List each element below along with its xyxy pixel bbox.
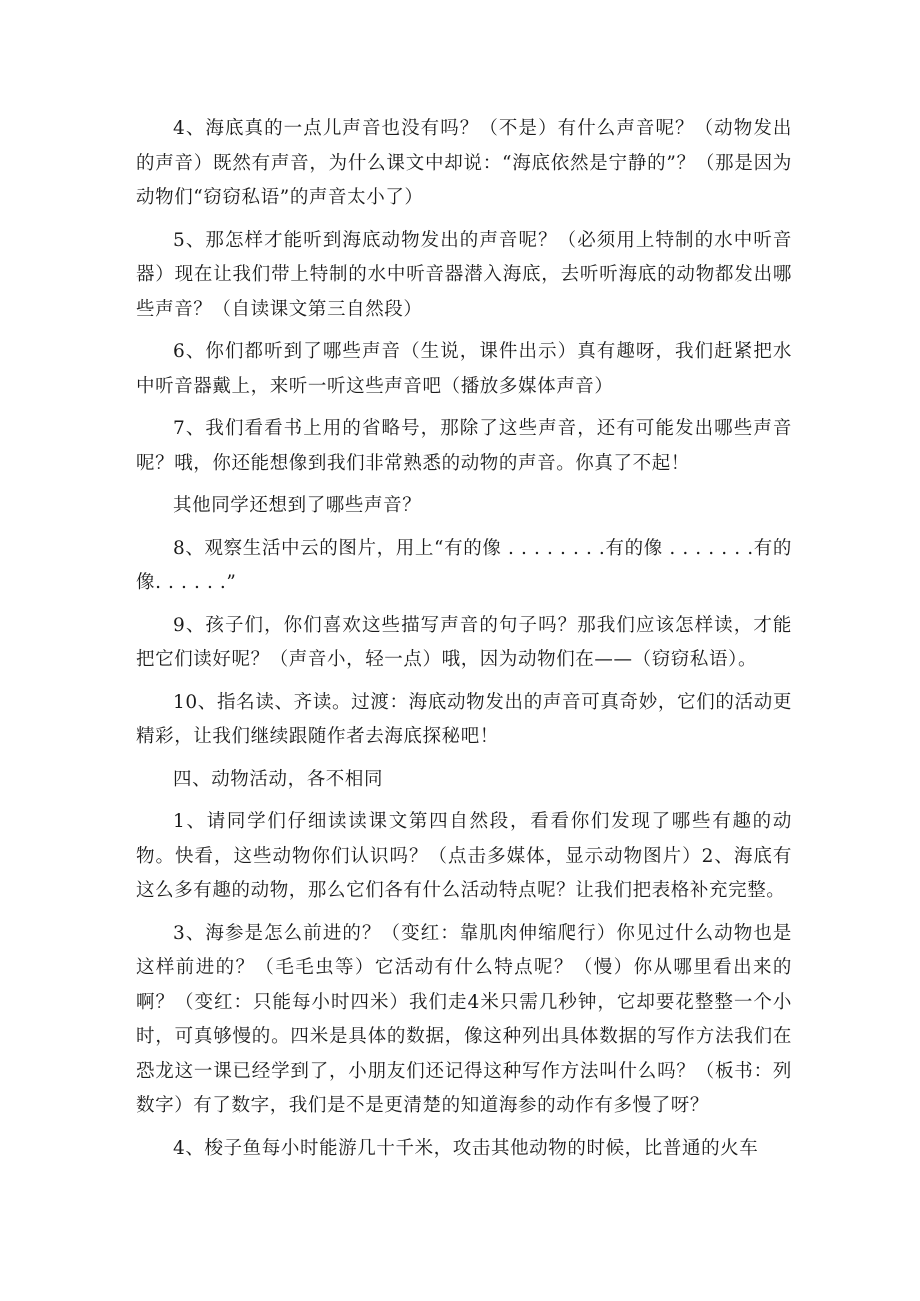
section-heading-animal-activities: 四、动物活动，各不相同 (173, 768, 384, 790)
document-body (136, 112, 792, 1174)
paragraph-question-7: 7、我们看看书上用的省略号，那除了这些声音，还有可能发出哪些声音呢？哦，你还能想像到我们非常熟悉的动物的声音。你真了不起！ (136, 418, 792, 474)
paragraph-other-sounds: 其他同学还想到了哪些声音？ (173, 495, 422, 516)
paragraph-activity-3: 3、海参是怎么前进的？（变红：靠肌肉伸缩爬行）你见过什么动物也是这样前进的？（毛毛虫等）它活动有什么特点呢？（慢）你从哪里看出来的啊？（变红：只能每小时四米）我们走4米只需几秒钟，它却要花整整一个小时，可真够慢的。四米是具体的数据，像这种列出具体数据的写作方法我们在恐龙这一课已经学到了，小朋友们还记得这种写作方法叫什么吗？（板书：列数字）有了数字，我们是不是更清楚的知道海参的动作有多慢了呀？ (136, 922, 792, 1116)
paragraph-question-8: 8、观察生活中云的图片，用上“有的像 . . . . . . . .有的像 . . . . . . .有的像. . . . . .” (136, 537, 792, 593)
paragraph-question-6: 6、你们都听到了哪些声音（生说，课件出示）真有趣呀，我们赶紧把水中听音器戴上，来听一听这些声音吧（播放多媒体声音） (136, 341, 792, 397)
paragraph-question-5: 5、那怎样才能听到海底动物发出的声音呢？（必须用上特制的水中听音器）现在让我们带上特制的水中听音器潜入海底，去听听海底的动物都发出哪些声音？（自读课文第三自然段） (136, 229, 792, 320)
paragraph-question-9: 9、孩子们，你们喜欢这些描写声音的句子吗？那我们应该怎样读，才能把它们读好呢？（声音小，轻一点）哦，因为动物们在——（窃窃私语）。 (136, 614, 792, 670)
paragraph-activity-4: 4、梭子鱼每小时能游几十千米，攻击其他动物的时候，比普通的火车 (173, 1137, 759, 1159)
paragraph-activity-1-2: 1、请同学们仔细读读课文第四自然段，看看你们发现了哪些有趣的动物。快看，这些动物你们认识吗？（点击多媒体，显示动物图片）2、海底有这么多有趣的动物，那么它们各有什么活动特点呢？让我们把表格补充完整。 (136, 811, 792, 901)
paragraph-question-4: 4、海底真的一点儿声音也没有吗？（不是）有什么声音呢？（动物发出的声音）既然有声音，为什么课文中却说：“海底依然是宁静的”？（那是因为动物们“窃窃私语”的声音太小了） (136, 118, 792, 208)
paragraph-question-10: 10、指名读、齐读。过渡：海底动物发出的声音可真奇妙，它们的活动更精彩，让我们继续跟随作者去海底探秘吧！ (136, 691, 792, 747)
